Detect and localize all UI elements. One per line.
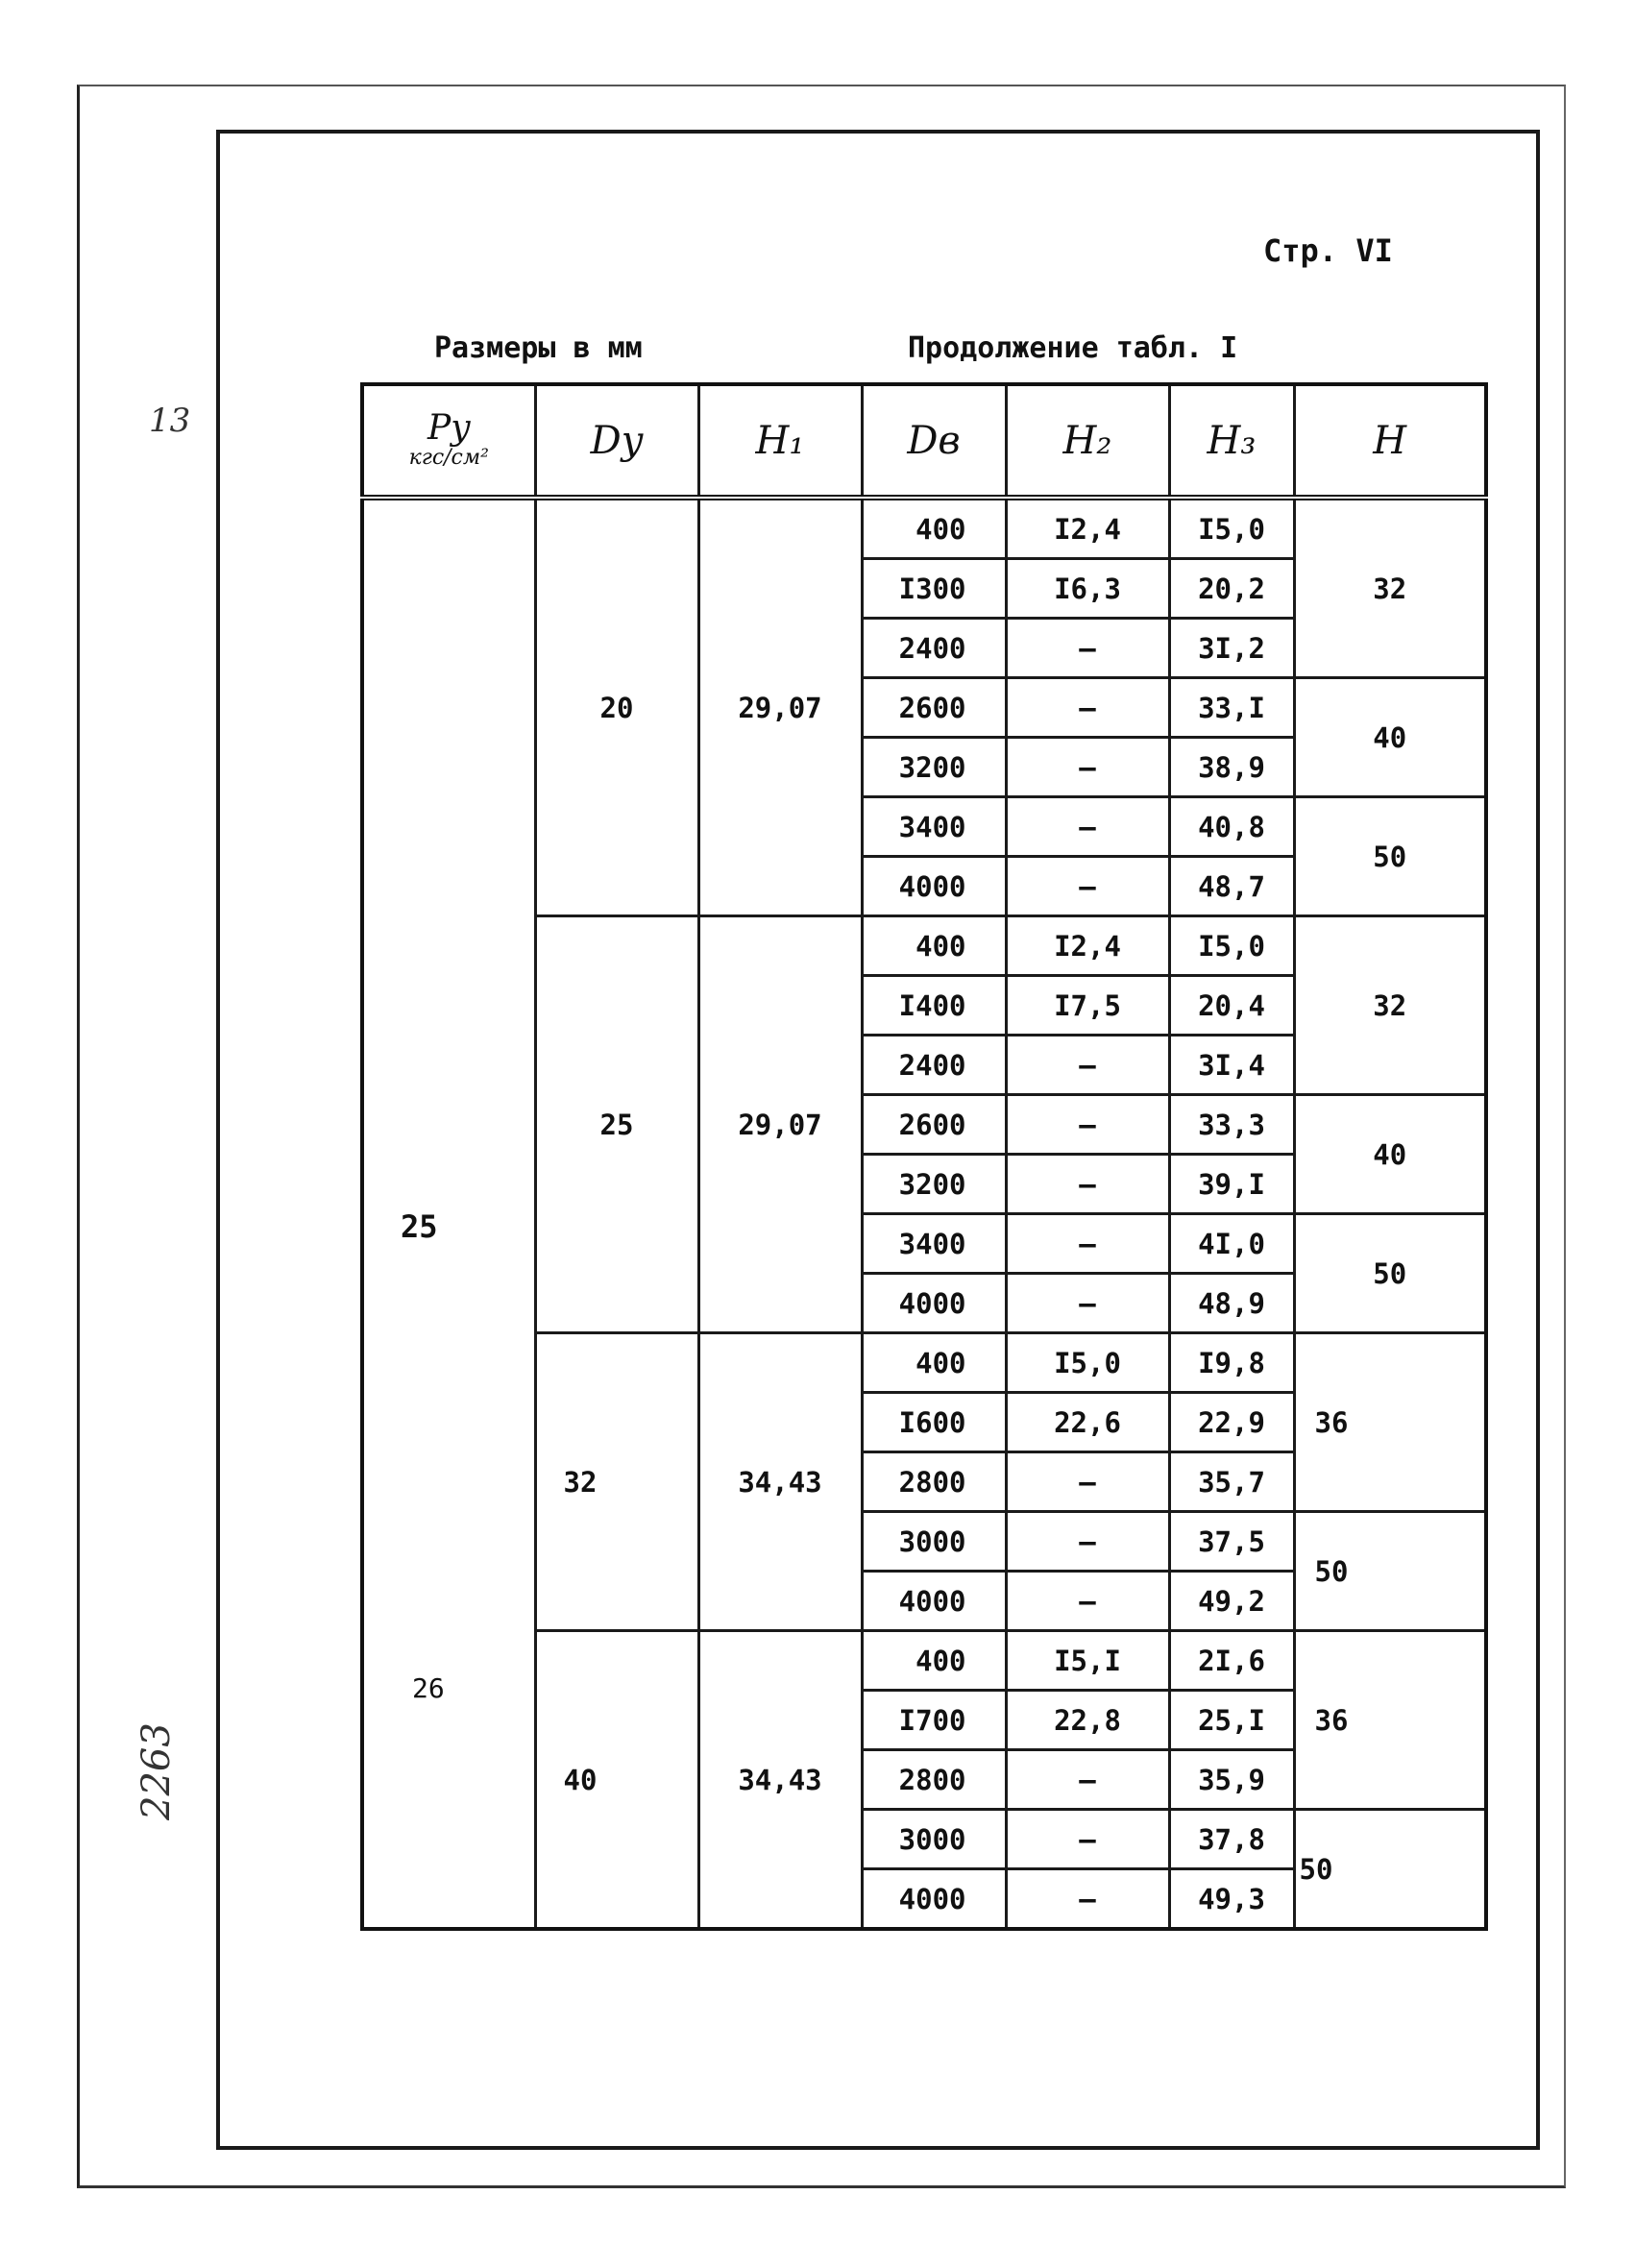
h2-cell: — (1006, 1869, 1169, 1930)
de-cell: 2600 (862, 678, 1006, 738)
py-value: 25 (401, 1208, 438, 1245)
h-cell: 36 (1294, 1631, 1486, 1810)
de-cell: 3000 (862, 1810, 1006, 1869)
h3-cell: 4I,0 (1169, 1214, 1294, 1274)
h-cell: 50 (1294, 797, 1486, 916)
h3-cell: 37,8 (1169, 1810, 1294, 1869)
de-cell: 400 (862, 1333, 1006, 1393)
de-cell: 4000 (862, 1869, 1006, 1930)
h3-cell: 2I,6 (1169, 1631, 1294, 1691)
h3-cell: 38,9 (1169, 738, 1294, 797)
h2-cell: 22,8 (1006, 1691, 1169, 1750)
h2-cell: — (1006, 857, 1169, 916)
de-cell: 400 (862, 1631, 1006, 1691)
h3-cell: 49,2 (1169, 1572, 1294, 1631)
dy-cell: 32 (535, 1333, 698, 1631)
table-header-row (362, 384, 1486, 498)
units-note: Размеры в мм (434, 331, 643, 365)
h-cell: 40 (1294, 1095, 1486, 1214)
de-cell: 3200 (862, 738, 1006, 797)
h2-cell: — (1006, 1810, 1169, 1869)
de-cell: 4000 (862, 1572, 1006, 1631)
h2-cell: I6,3 (1006, 559, 1169, 619)
de-cell: 400 (862, 498, 1006, 559)
col-header-h2: H₂ (1006, 384, 1169, 498)
de-cell: I400 (862, 976, 1006, 1036)
h2-cell: — (1006, 619, 1169, 678)
h2-cell: — (1006, 797, 1169, 857)
h1-cell: 34,43 (698, 1631, 862, 1930)
dimensions-table (360, 382, 1488, 1931)
h2-cell: — (1006, 678, 1169, 738)
de-cell: I300 (862, 559, 1006, 619)
page-number: Стр. VI (1263, 232, 1393, 269)
table-continuation-title: Продолжение табл. I (908, 331, 1238, 365)
h3-cell: 25,I (1169, 1691, 1294, 1750)
h3-cell: 35,9 (1169, 1750, 1294, 1810)
de-cell: 4000 (862, 857, 1006, 916)
h2-cell: — (1006, 1750, 1169, 1810)
h3-cell: 3I,4 (1169, 1036, 1294, 1095)
de-cell: 2800 (862, 1452, 1006, 1512)
col-header-dy: Dy (535, 384, 698, 498)
h1-cell: 29,07 (698, 916, 862, 1333)
h2-cell: — (1006, 1452, 1169, 1512)
h2-cell: — (1006, 1512, 1169, 1572)
h3-cell: 20,2 (1169, 559, 1294, 619)
h1-cell: 34,43 (698, 1333, 862, 1631)
col-header-de: Dв (862, 384, 1006, 498)
h3-cell: 33,3 (1169, 1095, 1294, 1155)
margin-note-top: 13 (149, 402, 191, 440)
h2-cell: — (1006, 1572, 1169, 1631)
h3-cell: 35,7 (1169, 1452, 1294, 1512)
h3-cell: 40,8 (1169, 797, 1294, 857)
h2-cell: — (1006, 1095, 1169, 1155)
margin-note-bottom: 2263 (134, 1722, 179, 1820)
col-header-h3: H₃ (1169, 384, 1294, 498)
h2-cell: — (1006, 738, 1169, 797)
h3-cell: 48,9 (1169, 1274, 1294, 1333)
h-cell: 50 (1294, 1214, 1486, 1333)
de-cell: I700 (862, 1691, 1006, 1750)
h2-cell: I2,4 (1006, 498, 1169, 559)
h3-cell: 37,5 (1169, 1512, 1294, 1572)
h-cell: 50 (1294, 1512, 1486, 1631)
de-cell: 3400 (862, 1214, 1006, 1274)
h3-cell: I5,0 (1169, 916, 1294, 976)
h-cell: 32 (1294, 916, 1486, 1095)
h3-cell: I9,8 (1169, 1333, 1294, 1393)
h2-cell: 22,6 (1006, 1393, 1169, 1452)
h2-cell: — (1006, 1214, 1169, 1274)
de-cell: I600 (862, 1393, 1006, 1452)
de-cell: 4000 (862, 1274, 1006, 1333)
h3-cell: 3I,2 (1169, 619, 1294, 678)
h2-cell: I5,0 (1006, 1333, 1169, 1393)
dy-cell: 25 (535, 916, 698, 1333)
h3-cell: 49,3 (1169, 1869, 1294, 1930)
dy-cell: 20 (535, 498, 698, 916)
table-row (362, 498, 1486, 559)
de-cell: 2400 (862, 1036, 1006, 1095)
col-header-h1: H₁ (698, 384, 862, 498)
h-cell: 50 (1294, 1810, 1486, 1930)
py-cell (362, 498, 535, 1929)
de-cell: 3200 (862, 1155, 1006, 1214)
h3-cell: 22,9 (1169, 1393, 1294, 1452)
h3-cell: 39,I (1169, 1155, 1294, 1214)
de-cell: 400 (862, 916, 1006, 976)
de-cell: 3000 (862, 1512, 1006, 1572)
de-cell: 2800 (862, 1750, 1006, 1810)
h-cell: 40 (1294, 678, 1486, 797)
de-cell: 3400 (862, 797, 1006, 857)
h3-cell: I5,0 (1169, 498, 1294, 559)
h2-cell: I2,4 (1006, 916, 1169, 976)
de-cell: 2600 (862, 1095, 1006, 1155)
h3-cell: 48,7 (1169, 857, 1294, 916)
dy-cell: 40 (535, 1631, 698, 1930)
h3-cell: 33,I (1169, 678, 1294, 738)
h-cell: 32 (1294, 498, 1486, 678)
h2-cell: I7,5 (1006, 976, 1169, 1036)
h2-cell: — (1006, 1155, 1169, 1214)
h1-cell: 29,07 (698, 498, 862, 916)
py-handwritten-note: 26 (412, 1672, 445, 1704)
h2-cell: — (1006, 1036, 1169, 1095)
h3-cell: 20,4 (1169, 976, 1294, 1036)
col-header-h: H (1294, 384, 1486, 498)
col-header-py: Py кгс/см² (362, 384, 535, 498)
h-cell: 36 (1294, 1333, 1486, 1512)
de-cell: 2400 (862, 619, 1006, 678)
h2-cell: — (1006, 1274, 1169, 1333)
h2-cell: I5,I (1006, 1631, 1169, 1691)
